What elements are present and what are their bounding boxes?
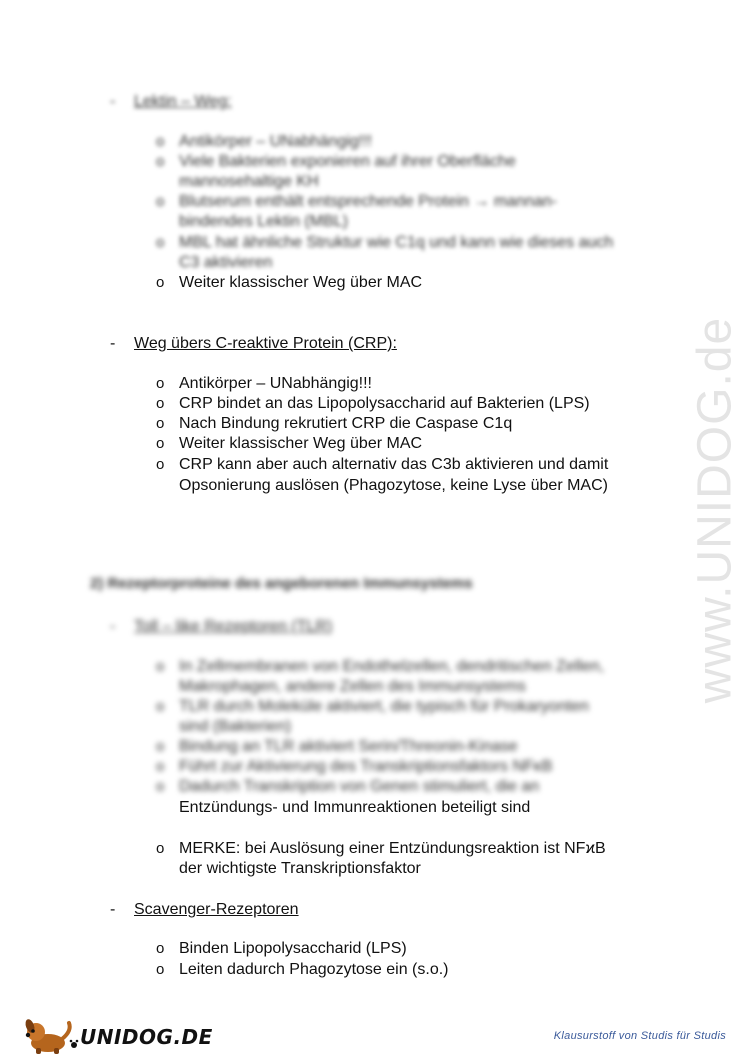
footer-tagline: Klausurstoff von Studis für Studis [553, 1030, 726, 1042]
bullet-marker: o [156, 234, 165, 251]
crp-item: Nach Bindung rekrutiert CRP die Caspase C1q [179, 415, 513, 432]
lektin-item: Blutserum enthält entsprechende Protein → mannan- [179, 193, 557, 210]
bullet-marker: o [156, 456, 165, 473]
lektin-item: MBL hat ähnliche Struktur wie C1q und kann wie dieses auch [179, 234, 614, 251]
receptors-heading: 2) Rezeptorproteine des angeborenen Immunsystems [90, 575, 473, 592]
bullet-marker: o [156, 153, 165, 170]
lektin-item: C3 aktivieren [179, 254, 273, 271]
dash-marker: - [110, 901, 116, 918]
crp-heading: Weg übers C-reaktive Protein (CRP): [134, 335, 397, 352]
bullet-marker: o [156, 193, 165, 210]
bullet-marker: o [156, 658, 165, 675]
bullet-marker: o [156, 738, 165, 755]
crp-item: Weiter klassischer Weg über MAC [179, 435, 423, 452]
crp-item: Antikörper – UNabhängig!!! [179, 375, 372, 392]
watermark [640, 290, 750, 730]
lektin-heading: Lektin – Weg: [134, 93, 232, 110]
watermark-text: www.UNIDOG.de [688, 316, 742, 704]
bullet-marker: o [156, 375, 165, 392]
dash-marker: - [110, 335, 116, 352]
crp-item: CRP bindet an das Lipopolysaccharid auf Bakterien (LPS) [179, 395, 590, 412]
unidog-logo [22, 1015, 213, 1055]
scavenger-item: Binden Lipopolysaccharid (LPS) [179, 940, 407, 957]
bullet-marker: o [156, 940, 165, 957]
tlr-item: MERKE: bei Auslösung einer Entzündungsreaktion ist NFϰB [179, 840, 606, 857]
tlr-item: der wichtigste Transkriptionsfaktor [179, 860, 421, 877]
bullet-marker: o [156, 395, 165, 412]
bullet-marker: o [156, 274, 165, 291]
scavenger-heading: Scavenger-Rezeptoren [134, 901, 299, 918]
crp-item: Opsonierung auslösen (Phagozytose, keine Lyse über MAC) [179, 477, 608, 494]
bullet-marker: o [156, 698, 165, 715]
tlr-item: Bindung an TLR aktiviert Serin/Threonin-Kinase [179, 738, 518, 755]
tlr-item: sind (Bakterien) [179, 718, 292, 735]
lektin-item: Weiter klassischer Weg über MAC [179, 274, 423, 291]
lektin-item: mannosehaltige KH [179, 173, 319, 190]
bullet-marker: o [156, 415, 165, 432]
bullet-marker: o [156, 961, 165, 978]
tlr-item: Makrophagen, andere Zellen des Immunsystems [179, 678, 526, 695]
lektin-item: bindendes Lektin (MBL) [179, 213, 348, 230]
bullet-marker: o [156, 840, 165, 857]
bullet-marker: o [156, 758, 165, 775]
tlr-heading: Toll – like Rezeptoren (TLR) [134, 618, 333, 635]
dash-marker: - [110, 618, 116, 635]
tlr-item: TLR durch Moleküle aktiviert, die typisch für Prokaryonten [179, 698, 589, 715]
dash-marker: - [110, 93, 116, 110]
scavenger-item: Leiten dadurch Phagozytose ein (s.o.) [179, 961, 449, 978]
tlr-item: Dadurch Transkription von Genen stimuliert, die an [179, 778, 540, 795]
tlr-item: In Zellmembranen von Endothelzellen, dendritischen Zellen, [179, 658, 605, 675]
bullet-marker: o [156, 133, 165, 150]
crp-item: CRP kann aber auch alternativ das C3b aktivieren und damit [179, 456, 609, 473]
tlr-item: Führt zur Aktivierung des Transkriptionsfaktors NFκB [179, 758, 553, 775]
lektin-item: Antikörper – UNabhängig!!! [179, 133, 372, 150]
logo-text: UNIDOG.DE [80, 1025, 213, 1049]
lektin-item: Viele Bakterien exponieren auf ihrer Oberfläche [179, 153, 516, 170]
bullet-marker: o [156, 778, 165, 795]
dog-mascot-icon [22, 1015, 80, 1055]
tlr-item: Entzündungs- und Immunreaktionen beteiligt sind [179, 799, 531, 816]
bullet-marker: o [156, 435, 165, 452]
